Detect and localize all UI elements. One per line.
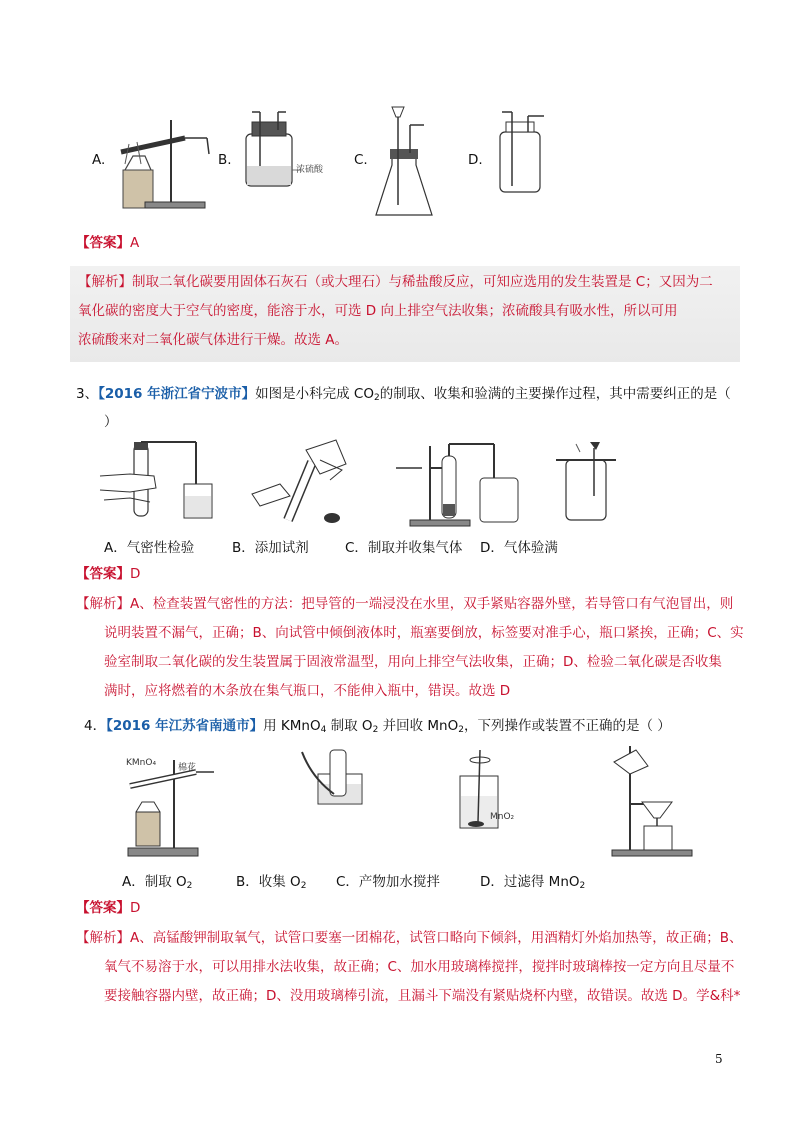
q2-washing-bottle-figure [238,112,318,190]
q3-number: 3、 [76,386,99,402]
q4-stem-mid-1: 制取 O [326,718,373,734]
q3-stem-close: ） [104,414,118,430]
q3-stem-sub: 2 [373,393,380,403]
q4-stem-sub-3: 2 [458,725,464,735]
q3-adding-reagent-figure [250,440,360,530]
q4-analysis-line-2: 氧气不易溶于水，可以用排水法收集，故正确；C、加水用玻璃棒搅拌，搅拌时玻璃棒按一定方向且尽量不 [104,959,735,975]
q4-cotton-label: 棉花 [178,763,197,773]
q4-answer-label: 【答案】 [76,900,130,916]
q4-caption-c-text: C．产物加水搅拌 [336,874,440,890]
q2-analysis-line-2: 氧化碳的密度大于空气的密度，能溶于水，可选 D 向上排空气法收集；浓硫酸具有吸水性，所以可用 [78,303,678,319]
q3-stem-post: 的制取、收集和验满的主要操作过程，其中需要纠正的是（ [379,386,731,402]
q4-analysis-line-1: 【解析】A、高锰酸钾制取氧气，试管口要塞一团棉花，试管口略向下倾斜，用酒精灯外焰加热等，故正确；B、 [76,930,743,946]
q4-stem-post: ，下列操作或装置不正确的是（ ） [463,718,671,734]
q4-filter-figure [602,742,702,862]
q3-stem-pre: 如图是小科完成 CO [255,386,374,402]
q2-analysis-line-3: 浓硫酸来对二氧化碳气体进行干燥。故选 A。 [78,332,349,348]
q4-stem-sub-1: 4 [320,725,327,735]
q4-stem-mid-2: 并回收 MnO [378,718,459,734]
q3-source: 【2016 年浙江省宁波市】 [98,386,256,402]
q4-caption-b-text: B．收集 O [236,874,301,890]
q2-conical-flask-figure [370,105,440,225]
q3-caption-d: D．气体验满 [480,540,558,556]
q3-airtightness-figure [100,440,220,530]
q4-kmno4-label: KMnO₄ [126,758,157,768]
q2-option-b-label: B. [218,152,232,168]
q3-analysis-line-1: 【解析】A、检查装置气密性的方法：把导管的一端浸没在水里，双手紧贴容器外壁，若导管口有气泡冒出，则 [76,596,734,612]
q4-caption-d [480,872,585,896]
q3-check-full-figure [556,440,626,525]
q2-answer [76,233,139,253]
q3-stem [76,384,731,408]
q4-mno2-label: MnO₂ [490,812,515,822]
q4-stem-pre: 用 KMnO [263,718,321,734]
q3-caption-c: C．制取并收集气体 [345,540,463,556]
q4-answer [76,898,140,918]
q3-analysis-line-2: 说明装置不漏气，正确；B、向试管中倾倒液体时，瓶塞要倒放，标签要对准手心，瓶口紧挨，正确；C、实 [104,625,744,641]
q2-option-d-label: D. [468,152,483,168]
q4-number: 4． [84,718,107,734]
q4-caption-c [336,872,440,892]
q2-option-c-label: C. [354,152,368,168]
q4-caption-a-text: A．制取 O [122,874,187,890]
q3-produce-collect-figure [390,438,530,530]
q2-analysis-line-1: 【解析】制取二氧化碳要用固体石灰石（或大理石）与稀盐酸反应，可知应选用的发生装置是 C；又因为二 [78,274,713,290]
q3-caption-a: A．气密性检验 [104,540,195,556]
q4-make-oxygen-figure [122,752,222,860]
q4-caption-b [236,872,306,896]
q4-caption-d-sub: 2 [579,881,586,891]
q2-analysis-box [70,266,740,362]
q4-collect-oxygen-figure [300,748,370,808]
q4-caption-a [122,872,192,896]
page-number: 5 [715,1052,723,1066]
q4-stir-figure [450,746,530,836]
q4-analysis-line-3: 要接触容器内壁，故正确；D、没用玻璃棒引流，且漏斗下端没有紧贴烧杯内壁，故错误。故选 D。学&科* [104,988,741,1004]
q2-bottle-label: 浓硫酸 [296,165,324,175]
q2-option-a-label: A. [92,152,106,168]
q4-source: 【2016 年江苏省南通市】 [106,718,264,734]
q2-heating-stand-figure [115,108,215,218]
q3-answer-label: 【答案】 [76,566,130,582]
q3-analysis-line-4: 满时，应将燃着的木条放在集气瓶口，不能伸入瓶中，错误。故选 D [104,683,511,699]
q4-answer-value: D [130,900,141,916]
q2-collecting-bottle-figure [494,110,554,195]
q3-caption-b: B．添加试剂 [232,540,309,556]
q3-analysis-line-3: 验室制取二氧化碳的发生装置属于固液常温型，用向上排空气法收集，正确；D、检验二氧化碳是否收集 [104,654,722,670]
q4-stem [84,716,671,740]
q4-stem-sub-2: 2 [372,725,379,735]
q2-answer-label: 【答案】 [76,235,130,251]
q4-caption-a-sub: 2 [186,881,193,891]
q4-caption-b-sub: 2 [300,881,307,891]
q2-answer-value: A [130,235,140,251]
q4-caption-d-text: D．过滤得 MnO [480,874,580,890]
q3-answer [76,564,140,584]
q3-answer-value: D [130,566,141,582]
